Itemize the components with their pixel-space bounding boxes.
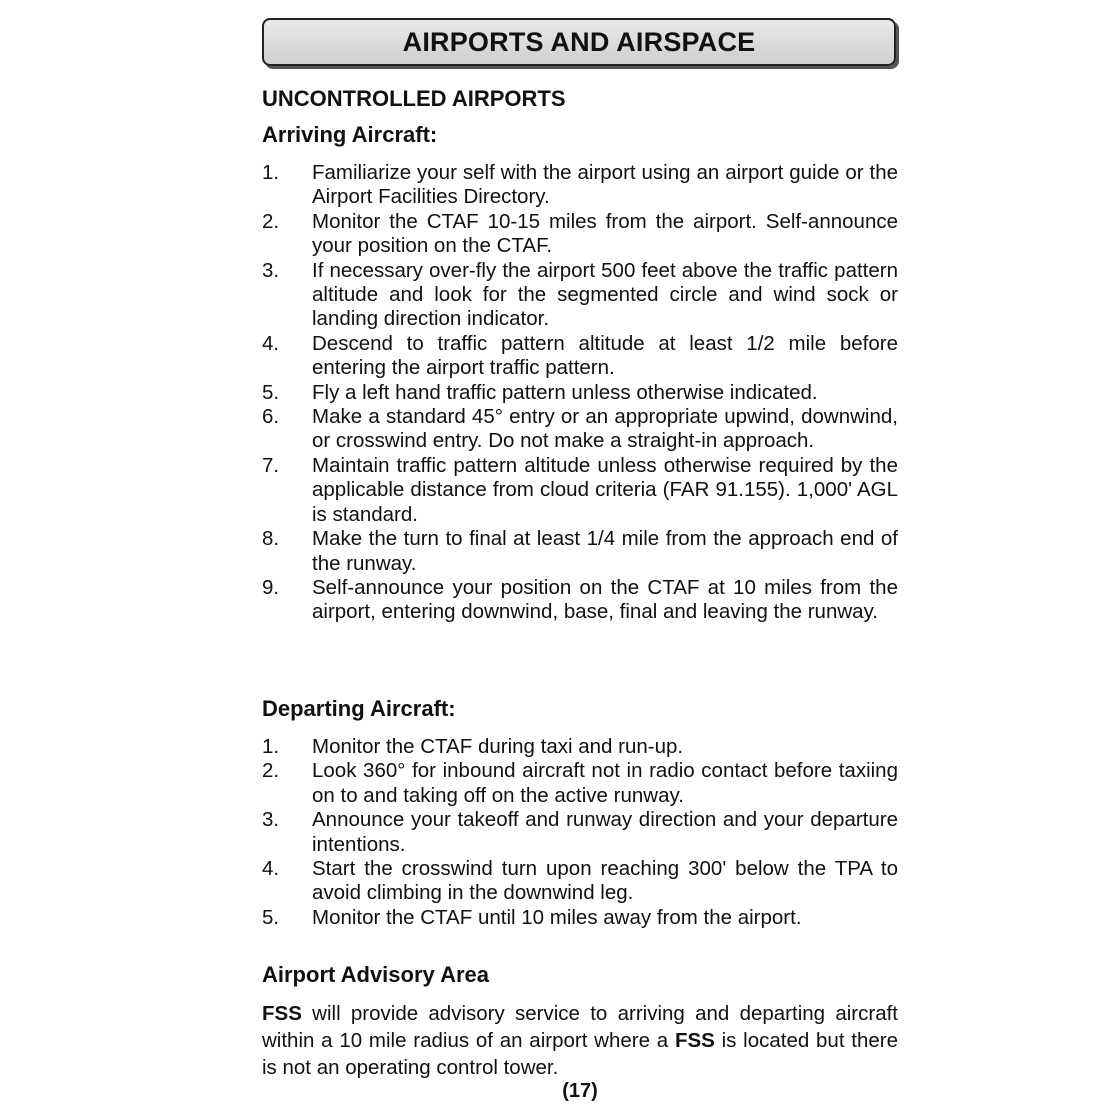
arriving-step <box>262 381 898 405</box>
section-heading: UNCONTROLLED AIRPORTS <box>262 86 566 111</box>
step-text: Make the turn to final at least 1/4 mile from the approach end of the runway. <box>312 527 898 575</box>
step-number: 3. <box>262 258 280 282</box>
arriving-step <box>262 576 898 625</box>
step-text: Fly a left hand traffic pattern unless otherwise indicated. <box>312 380 818 404</box>
advisory-text-part: will provide advisory service to arriving and departing aircraft within a 10 mile radius of an airport where a <box>262 1002 898 1052</box>
arriving-step <box>262 161 898 210</box>
departing-step <box>262 906 898 930</box>
step-text: Maintain traffic pattern altitude unless otherwise required by the applicable distance from cloud criteria (FAR 91.155). 1,000' AGL is standard. <box>312 453 898 526</box>
departing-steps-list <box>262 735 898 930</box>
step-number: 3. <box>262 808 280 832</box>
fss-term: FSS <box>262 1002 302 1025</box>
advisory-heading: Airport Advisory Area <box>262 962 489 987</box>
departing-heading: Departing Aircraft: <box>262 696 456 721</box>
step-text: Familiarize your self with the airport using an airport guide or the Airport Facilities Directory. <box>312 161 898 209</box>
advisory-text-part: is located but there is not an operating control tower. <box>262 1029 899 1079</box>
step-number: 5. <box>262 380 280 404</box>
step-text: Descend to traffic pattern altitude at least 1/2 mile before entering the airport traffic pattern. <box>312 331 898 380</box>
departing-step <box>262 808 898 857</box>
step-text: Monitor the CTAF during taxi and run-up. <box>312 735 684 758</box>
step-number: 1. <box>262 735 280 758</box>
arriving-steps-list <box>262 161 898 625</box>
step-text: Monitor the CTAF 10-15 miles from the airport. Self-announce your position on the CTAF. <box>312 209 898 258</box>
arriving-step <box>262 259 898 332</box>
page-title: AIRPORTS AND AIRSPACE <box>402 26 756 57</box>
step-text: If necessary over-fly the airport 500 feet above the traffic pattern altitude and look for the segmented circle and wind sock or landing direction indicator. <box>312 258 898 331</box>
departing-step <box>262 735 898 759</box>
advisory-paragraph <box>262 1000 898 1081</box>
step-number: 1. <box>262 161 280 184</box>
arriving-step <box>262 405 898 454</box>
step-text: Look 360° for inbound aircraft not in radio contact before taxiing on to and taking off on the active runway. <box>312 759 898 807</box>
title-banner <box>262 18 896 66</box>
arriving-step <box>262 454 898 527</box>
page-number: (17) <box>562 1080 598 1102</box>
step-text: Make a standard 45° entry or an appropriate upwind, downwind, or crosswind entry. Do not make a straight-in approach. <box>312 405 898 453</box>
step-number: 6. <box>262 405 280 429</box>
step-text: Announce your takeoff and runway direction and your departure intentions. <box>312 808 898 856</box>
step-number: 7. <box>262 453 280 477</box>
step-text: Self-announce your position on the CTAF at 10 miles from the airport, entering downwind, base, final and leaving the runway. <box>312 575 898 624</box>
arriving-step <box>262 527 898 576</box>
arriving-step <box>262 210 898 259</box>
step-number: 2. <box>262 209 280 233</box>
step-text: Monitor the CTAF until 10 miles away from the airport. <box>312 905 802 929</box>
step-number: 9. <box>262 575 280 599</box>
step-number: 4. <box>262 331 280 355</box>
step-number: 2. <box>262 759 280 783</box>
step-number: 5. <box>262 905 280 929</box>
fss-term: FSS <box>674 1029 715 1052</box>
step-text: Start the crosswind turn upon reaching 300' below the TPA to avoid climbing in the downwind leg. <box>312 857 898 905</box>
departing-step <box>262 759 898 808</box>
arriving-heading: Arriving Aircraft: <box>262 122 438 147</box>
arriving-step <box>262 332 898 381</box>
step-number: 8. <box>262 527 280 551</box>
departing-step <box>262 857 898 906</box>
step-number: 4. <box>262 857 280 881</box>
document-page <box>262 18 898 1112</box>
